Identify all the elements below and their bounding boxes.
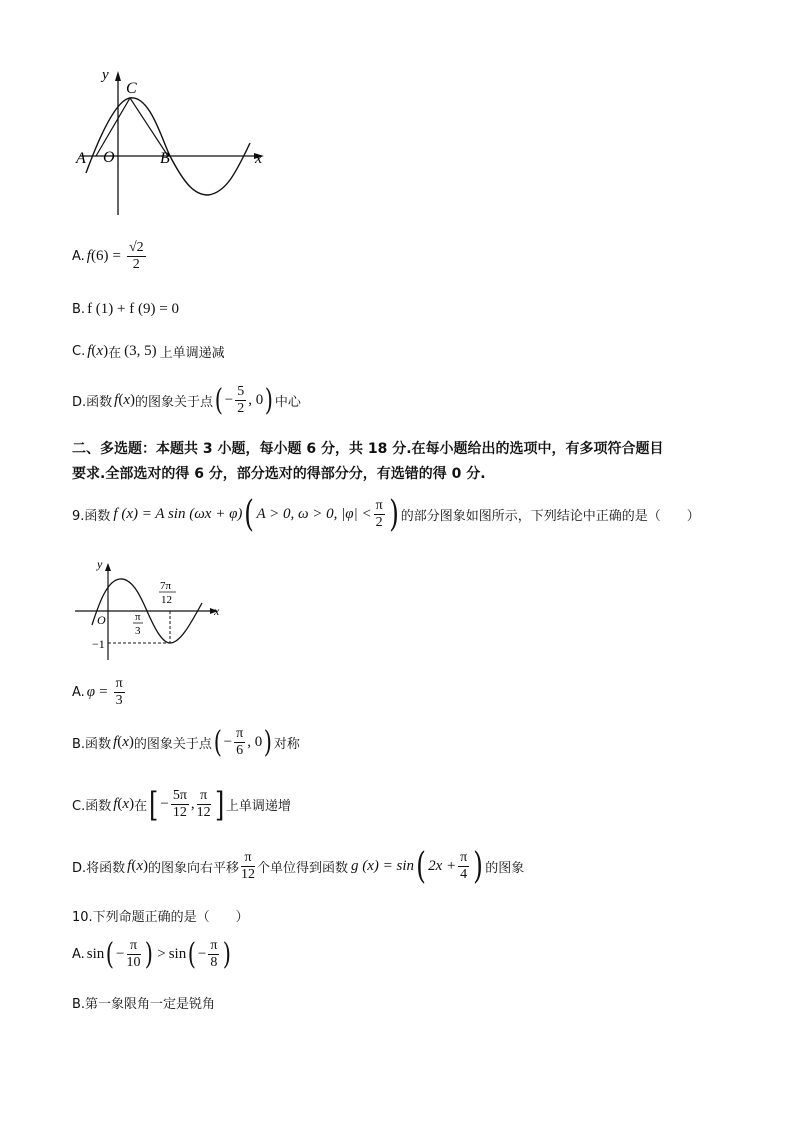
option-label: B.	[72, 302, 86, 317]
option-8C: C. f ( x ) 在 (3, 5) 上单调递减	[72, 343, 225, 361]
seven-pi-over-12-den: 12	[161, 594, 172, 606]
origin-label: O	[103, 149, 115, 166]
fraction: $\frac{5}{2}$	[237, 384, 245, 416]
fraction: $\frac{\pi}{3}$	[115, 676, 123, 708]
option-text: 的图象关于点	[135, 395, 214, 410]
fraction: $\frac{\pi}{8}$	[210, 938, 218, 970]
option-10B: B.第一象限角一定是锐角	[72, 997, 216, 1012]
option-label: A.	[72, 947, 85, 962]
option-text: 个单位得到函数	[257, 861, 349, 876]
option-text: 中心	[274, 395, 301, 410]
fraction: $\frac{√2}{2}$	[128, 240, 144, 272]
option-8B	[72, 301, 179, 318]
formula: f (x) = A sin (ωx + φ)	[113, 506, 243, 522]
option-9D: D.将函数 f ( x ) 的图象向右平移 $\frac{\pi}{12}$ 个单位得到函数 g (x) = sin ( 2x + $\frac{\pi}{4}$ ) 的图象	[72, 845, 525, 887]
option-label: D.将函数	[72, 861, 126, 876]
option-9C: C.函数 f ( x ) 在 [ − $\frac{5\pi}{12}$ , $\frac{\pi}{12}$ ] 上单调递增	[72, 784, 291, 825]
fraction: $\frac{\pi}{6}$	[236, 726, 244, 758]
pi-over-3-den: 3	[135, 625, 141, 637]
section-heading-line2: 要求.全部选对的得 6 分，部分选对的得部分分，有选错的得 0 分.	[72, 466, 486, 482]
sine-graph-2	[70, 555, 230, 665]
option-text: 上单调递减	[159, 346, 225, 361]
question-9-stem: 9.函数 f (x) = A sin (ωx + φ) ( A > 0, ω > 0, |φ| < $\frac{\pi}{2}$ ) 的部分图象如图所示，下列结论中正确的是（ ）	[72, 493, 700, 535]
section-heading-line1: 二、多选题：本题共 3 小题，每小题 6 分，共 18 分.在每小题给出的选项中，有多项符合题目	[72, 441, 664, 457]
option-text: 的图象关于点	[133, 737, 212, 752]
option-label: C.	[72, 344, 86, 359]
option-label: A.	[72, 685, 85, 700]
fraction: $\frac{\pi}{2}$	[375, 498, 383, 530]
point-A-label: A	[76, 150, 86, 167]
question-text: 的部分图象如图所示，下列结论中正确的是（ ）	[400, 509, 700, 524]
sine-curve	[86, 98, 250, 195]
x-label: x	[255, 150, 263, 167]
point-B-label: B	[160, 150, 170, 167]
fraction: $\frac{5\pi}{12}$	[172, 788, 187, 820]
option-9B: B.函数 f ( x ) 的图象关于点 ( − $\frac{\pi}{6}$ , 0 ) 对称	[72, 724, 300, 760]
point-C-label: C	[126, 80, 137, 97]
option-9A: A. φ = $\frac{\pi}{3}$	[72, 676, 123, 708]
func-name: f	[86, 248, 91, 264]
y-label: y	[97, 557, 103, 571]
fraction: $\frac{\pi}{4}$	[460, 850, 468, 882]
equals: =	[112, 248, 121, 264]
option-text: 的图象向右平移	[148, 861, 240, 876]
pi-over-3-num: π	[135, 611, 141, 623]
interval: (3, 5)	[124, 343, 157, 359]
option-text: 在	[108, 346, 122, 361]
origin-label: O	[97, 613, 106, 627]
option-text: 上单调递增	[225, 799, 291, 814]
question-10-stem: 10.下列命题正确的是（ ）	[72, 910, 249, 925]
func-arg: 6	[95, 248, 104, 264]
y-axis-arrow	[115, 71, 121, 81]
option-10A: A. sin ( − $\frac{\pi}{10}$ ) > sin ( − $\frac{\pi}{8}$ )	[72, 936, 232, 972]
x-label: x	[214, 604, 220, 618]
option-text: 在	[134, 799, 148, 814]
y-label: y	[102, 67, 109, 83]
question-number: 9.函数	[72, 509, 111, 524]
option-label: D.函数	[72, 395, 113, 410]
option-text: 的图象	[485, 861, 525, 876]
option-label: A.	[72, 249, 85, 264]
condition: A > 0, ω > 0, |φ| <	[256, 506, 372, 522]
option-label: C.函数	[72, 799, 112, 814]
fraction: $\frac{\pi}{10}$	[126, 938, 141, 970]
option-text: f (1) + f (9) = 0	[87, 301, 179, 317]
option-label: B.函数	[72, 737, 112, 752]
option-8D: D.函数 f ( x ) 的图象关于点 ( − $\frac{5}{2}$ , 0 ) 中心	[72, 382, 301, 418]
option-text: 对称	[273, 737, 300, 752]
minus-one-label: −1	[92, 637, 105, 651]
option-8A: A. f ( 6 ) = $\frac{√2}{2}$	[72, 240, 144, 272]
seven-pi-over-12-num: 7π	[160, 580, 172, 592]
y-axis-arrow	[105, 563, 111, 571]
fraction: $\frac{\pi}{12}$	[241, 850, 256, 882]
fraction: $\frac{\pi}{12}$	[196, 788, 211, 820]
sine-graph-1	[70, 65, 280, 220]
